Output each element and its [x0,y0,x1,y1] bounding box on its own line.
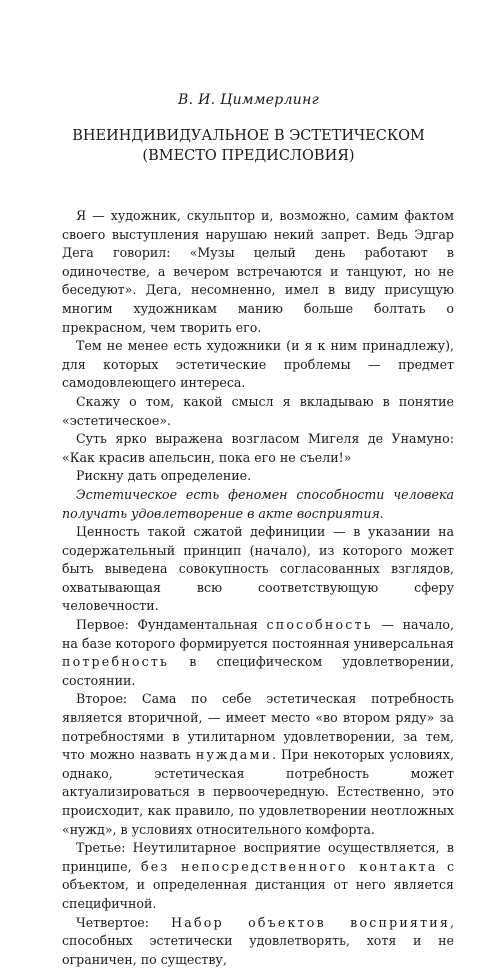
title-line-1: ВНЕИНДИВИДУАЛЬНОЕ В ЭСТЕТИЧЕСКОМ [72,128,425,144]
body-text [62,207,454,969]
spaced-emphasis: способность [266,617,373,633]
spaced-emphasis: Набор объектов восприятия [171,914,450,930]
paragraph: Рискну дать определение. [76,468,252,484]
text-run: с объектом, и определенная дистанция от него является специфичной. [62,858,454,911]
spaced-emphasis: нуждами [195,747,273,763]
paragraph [62,616,454,690]
paragraph [62,839,454,913]
paragraph: Суть ярко выражена возгласом Мигеля де Унамуно: «Как красив апельсин, пока его не съели!» [62,431,454,465]
paragraph: Ценность такой сжатой дефиниции — в указании на содержательный принцип (начало), из которого может быть выведена совокупность согласованных взглядов, охватывающая всю соответствующую сферу человечности. [62,524,454,614]
text-run: , способных эстетически удовлетворять, хотя и не ограничен, по существу, [62,914,454,967]
text-run: Второе: Сама по себе эстетическая потребность является вторичной, — имеет место «во втором ряду» за потребностями в утилитарном удовлетворении, за тем, что можно назвать [62,691,454,763]
text-run: Первое: Фундаментальная [76,617,267,633]
text-run: . При некоторых условиях, однако, эстетическая потребность может актуализироваться в первоочередную. Естественно, это происходит, как правило, по удовлетворении неотложных «нужд», в условиях относительного комфорта. [62,747,454,837]
spaced-emphasis: потребность [62,654,170,670]
spaced-emphasis: без непосредственного контакта [140,858,438,874]
text-run: Четвертое: [76,914,172,930]
chapter-title [0,126,497,166]
title-line-2: (ВМЕСТО ПРЕДИСЛОВИЯ) [142,148,355,164]
paragraph [62,914,454,969]
text-run: — начало, на базе которого формируется постоянная универсальная [62,617,454,651]
paragraph: Я — художник, скульптор и, возможно, самим фактом своего выступления нарушаю некий запрет. Ведь Эдгар Дега говорил: «Музы целый день работают в одиночестве, а вечером встречаются и танцуют, но не беседуют». Дега, несомненно, имел в виду присущую многим художникам манию больше болтать о прекрасном, чем творить его. [62,208,454,335]
definition-paragraph: Эстетическое есть феномен способности человека получать удовлетворение в акте восприятия. [62,486,454,521]
paragraph: Скажу о том, какой смысл я вкладываю в понятие «эстетическое». [62,393,454,428]
paragraph [62,690,454,839]
text-run: Третье: Неутилитарное восприятие осуществляется, в принципе, [62,840,454,874]
paragraph: Тем не менее есть художники (и я к ним принадлежу), для которых эстетические проблемы — предмет самодовлеющего интереса. [62,338,454,391]
author-name: В. И. Циммерлинг [177,92,319,108]
text-run: в специфическом удовлетворении, состоянии. [62,654,454,688]
